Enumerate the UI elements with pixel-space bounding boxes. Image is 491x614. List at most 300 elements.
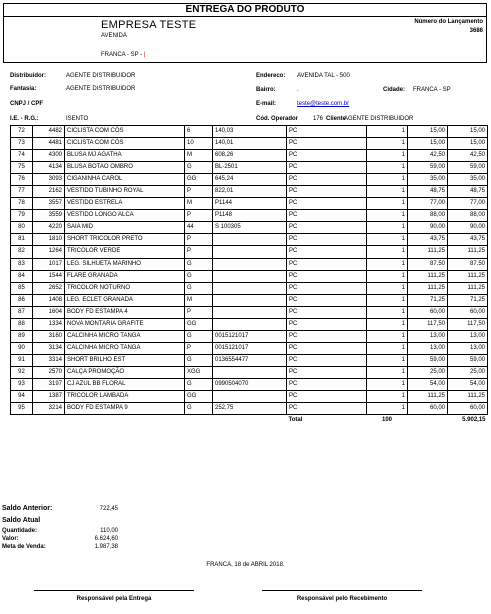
item-description: SHORT BRILHO EST: [65, 354, 185, 366]
item-unit-price: 111,25: [408, 246, 448, 258]
item-unit: PC: [287, 366, 367, 378]
item-qty: 1: [367, 186, 408, 198]
item-description: CALCINHA MICRO TANGA: [65, 342, 185, 354]
item-unit: PC: [287, 126, 367, 138]
cidade-row: [383, 87, 405, 93]
item-code: 1810: [33, 234, 65, 246]
item-seq: 76: [11, 174, 33, 186]
item-code: 3214: [33, 403, 65, 415]
item-code: 3093: [33, 174, 65, 186]
item-code: 4220: [33, 222, 65, 234]
item-code: 3557: [33, 198, 65, 210]
item-unit: PC: [287, 222, 367, 234]
item-size: G: [185, 162, 213, 174]
endereco-value: AVENIDA TAL - 500: [297, 73, 350, 79]
operador-label: Cód. Operador: [256, 116, 299, 122]
signature-line-recebimento: [262, 590, 422, 591]
item-unit: PC: [287, 391, 367, 403]
item-description: TRICOLOR VERDE: [65, 246, 185, 258]
company-address: AVENIDA: [101, 33, 127, 39]
total-label: Total: [288, 417, 303, 424]
item-seq: 78: [11, 198, 33, 210]
cliente-label: Cliente: [326, 116, 347, 122]
table-row: [11, 210, 488, 222]
item-qty: 1: [367, 282, 408, 294]
table-row: [11, 222, 488, 234]
item-description: SAIA MID: [65, 222, 185, 234]
launch-number-label: Número do Lançamento: [414, 19, 483, 25]
item-unit-price: 111,25: [408, 391, 448, 403]
date-line: FRANCA, 18 de ABRIL 2018.: [206, 562, 285, 568]
item-qty: 1: [367, 366, 408, 378]
item-qty: 1: [367, 138, 408, 150]
item-total: 77,00: [448, 198, 488, 210]
table-row: [11, 391, 488, 403]
item-total: 111,25: [448, 246, 488, 258]
item-description: VESTIDO LONGO ALCA: [65, 210, 185, 222]
table-row: [11, 138, 488, 150]
item-qty: 1: [367, 294, 408, 306]
item-unit: PC: [287, 162, 367, 174]
signature-line-entrega: [34, 590, 194, 591]
item-total: 111,25: [448, 391, 488, 403]
distribuidor-row: [10, 73, 46, 79]
bairro-row: [256, 87, 276, 93]
item-size: 10: [185, 138, 213, 150]
table-row: [11, 403, 488, 415]
item-unit-price: 59,00: [408, 354, 448, 366]
company-city: [101, 52, 145, 58]
item-unit: PC: [287, 294, 367, 306]
item-reference: P1144: [213, 198, 287, 210]
item-reference: [213, 270, 287, 282]
meta-label: Meta de Venda:: [2, 544, 46, 550]
item-unit: PC: [287, 138, 367, 150]
bairro-value: .: [297, 87, 299, 93]
item-seq: 73: [11, 138, 33, 150]
item-unit-price: 13,00: [408, 330, 448, 342]
endereco-row: [256, 73, 285, 79]
item-description: LEG. ECLET GRANADA: [65, 294, 185, 306]
item-seq: 95: [11, 403, 33, 415]
item-unit-price: 35,00: [408, 174, 448, 186]
item-code: 4134: [33, 162, 65, 174]
quantidade-value: 110,00: [100, 528, 118, 534]
item-reference: [213, 282, 287, 294]
table-row: [11, 342, 488, 354]
item-seq: 72: [11, 126, 33, 138]
item-size: P: [185, 246, 213, 258]
valor-label: Valor:: [2, 536, 19, 542]
item-seq: 93: [11, 378, 33, 390]
item-description: NOVA MONTARIA GRAFITE: [65, 318, 185, 330]
item-total: 117,50: [448, 318, 488, 330]
item-reference: 140,03: [213, 126, 287, 138]
item-reference: 0136554477: [213, 354, 287, 366]
fantasia-row: [10, 86, 36, 92]
item-unit: PC: [287, 186, 367, 198]
cnpj-label: CNPJ / CPF: [10, 101, 44, 107]
item-reference: BL-2501: [213, 162, 287, 174]
item-code: 1334: [33, 318, 65, 330]
item-code: 1544: [33, 270, 65, 282]
item-size: P: [185, 186, 213, 198]
item-size: G: [185, 403, 213, 415]
item-reference: P1148: [213, 210, 287, 222]
item-reference: [213, 391, 287, 403]
table-row: [11, 258, 488, 270]
item-seq: 75: [11, 162, 33, 174]
item-code: 4482: [33, 126, 65, 138]
saldo-anterior-label: Saldo Anterior:: [2, 505, 53, 512]
table-row: [11, 282, 488, 294]
email-link[interactable]: teste@teste.com.br: [297, 101, 350, 107]
bairro-label: Bairro:: [256, 87, 276, 93]
signature-entrega-label: Responsável pela Entrega: [76, 596, 152, 602]
table-row: [11, 234, 488, 246]
item-total: 87,50: [448, 258, 488, 270]
email-label: E-mail:: [256, 101, 277, 107]
item-seq: 90: [11, 342, 33, 354]
item-unit-price: 48,75: [408, 186, 448, 198]
table-row: [11, 330, 488, 342]
item-unit-price: 111,25: [408, 270, 448, 282]
item-qty: 1: [367, 174, 408, 186]
item-qty: 1: [367, 403, 408, 415]
item-unit: PC: [287, 342, 367, 354]
item-unit: PC: [287, 210, 367, 222]
signature-recebimento-label: Responsável pelo Recebimento: [296, 596, 388, 602]
item-qty: 1: [367, 270, 408, 282]
item-code: 3197: [33, 378, 65, 390]
item-qty: 1: [367, 354, 408, 366]
item-total: 43,75: [448, 234, 488, 246]
item-qty: 1: [367, 210, 408, 222]
item-reference: 140,01: [213, 138, 287, 150]
item-unit-price: 71,25: [408, 294, 448, 306]
item-code: 1264: [33, 246, 65, 258]
quantidade-label: Quantidade:: [2, 528, 38, 534]
item-unit-price: 15,00: [408, 138, 448, 150]
item-seq: 92: [11, 366, 33, 378]
item-description: BODY FD ESTAMPA 4: [65, 306, 185, 318]
company-name: EMPRESA TESTE: [101, 19, 197, 31]
table-row: [11, 306, 488, 318]
item-size: G: [185, 378, 213, 390]
item-qty: 1: [367, 391, 408, 403]
item-total: 90,00: [448, 222, 488, 234]
cnpj-row: [10, 101, 43, 107]
item-description: TRICOLOR LAMBADA: [65, 391, 185, 403]
item-qty: 1: [367, 246, 408, 258]
item-qty: 1: [367, 330, 408, 342]
item-total: 42,50: [448, 150, 488, 162]
item-description: CICLISTA COM CÓS: [65, 138, 185, 150]
item-unit-price: 43,75: [408, 234, 448, 246]
item-qty: 1: [367, 162, 408, 174]
item-total: 59,00: [448, 162, 488, 174]
items-table-body: [11, 126, 488, 427]
item-unit: PC: [287, 330, 367, 342]
item-total: 48,75: [448, 186, 488, 198]
item-unit: PC: [287, 306, 367, 318]
item-description: CALCINHA MICRO TANGA: [65, 330, 185, 342]
table-row: [11, 162, 488, 174]
item-size: G: [185, 330, 213, 342]
item-reference: S 100305: [213, 222, 287, 234]
item-unit: PC: [287, 354, 367, 366]
item-unit: PC: [287, 174, 367, 186]
item-reference: [213, 258, 287, 270]
city-separator: |: [143, 52, 146, 58]
item-reference: 252,75: [213, 403, 287, 415]
item-seq: 94: [11, 391, 33, 403]
item-total: 54,00: [448, 378, 488, 390]
item-size: G: [185, 354, 213, 366]
item-reference: [213, 366, 287, 378]
item-code: 2570: [33, 366, 65, 378]
item-code: 1604: [33, 306, 65, 318]
item-qty: 1: [367, 222, 408, 234]
item-seq: 82: [11, 246, 33, 258]
item-total: 60,00: [448, 403, 488, 415]
cliente-value: AGENTE DISTRIBUIDOR: [344, 116, 414, 122]
table-row: [11, 270, 488, 282]
item-code: 1017: [33, 258, 65, 270]
operador-row: [256, 116, 298, 122]
email-row: [256, 101, 276, 107]
item-code: 3314: [33, 354, 65, 366]
ie-row: [10, 116, 39, 122]
item-code: 3134: [33, 342, 65, 354]
item-code: 1408: [33, 294, 65, 306]
items-table: [10, 125, 488, 427]
ie-label: I.E. - R.G.:: [10, 116, 39, 122]
item-size: G: [185, 258, 213, 270]
item-seq: 87: [11, 306, 33, 318]
saldo-atual-label: Saldo Atual: [2, 517, 41, 524]
item-qty: 1: [367, 258, 408, 270]
item-unit-price: 117,50: [408, 318, 448, 330]
item-total: 15,00: [448, 126, 488, 138]
item-code: 4300: [33, 150, 65, 162]
item-description: FLARE GRANADA: [65, 270, 185, 282]
saldo-anterior-value: 722,45: [99, 506, 118, 512]
distribuidor-value: AGENTE DISTRIBUIDOR: [66, 73, 136, 79]
table-row: [11, 294, 488, 306]
item-description: LEG. SILHUETA MARINHO: [65, 258, 185, 270]
item-size: P: [185, 342, 213, 354]
item-unit: PC: [287, 403, 367, 415]
item-total: 59,00: [448, 354, 488, 366]
item-description: TRICOLOR NOTURNO: [65, 282, 185, 294]
item-size: 44: [185, 222, 213, 234]
item-unit: PC: [287, 150, 367, 162]
item-reference: 822,01: [213, 186, 287, 198]
item-code: 3559: [33, 210, 65, 222]
item-size: XGG: [185, 366, 213, 378]
item-unit-price: 59,00: [408, 162, 448, 174]
item-seq: 79: [11, 210, 33, 222]
document-title: ENTREGA DO PRODUTO: [3, 3, 487, 17]
item-description: BLUSA MJ AGATHA: [65, 150, 185, 162]
item-qty: 1: [367, 306, 408, 318]
endereco-label: Endereco:: [256, 73, 286, 79]
item-qty: 1: [367, 318, 408, 330]
item-size: G: [185, 282, 213, 294]
item-reference: 0015121017: [213, 330, 287, 342]
item-reference: 0015121017: [213, 342, 287, 354]
item-description: VESTIDO ESTRELA: [65, 198, 185, 210]
item-unit-price: 87,50: [408, 258, 448, 270]
table-row: [11, 150, 488, 162]
item-unit-price: 90,00: [408, 222, 448, 234]
meta-value: 1.987,38: [94, 544, 118, 550]
table-row: [11, 366, 488, 378]
table-row: [11, 186, 488, 198]
table-row: [11, 174, 488, 186]
item-qty: 1: [367, 126, 408, 138]
item-unit: PC: [287, 282, 367, 294]
item-seq: 84: [11, 270, 33, 282]
table-row: [11, 378, 488, 390]
launch-number: 3686: [469, 28, 483, 34]
item-qty: 1: [367, 150, 408, 162]
item-seq: 80: [11, 222, 33, 234]
item-unit-price: 15,00: [408, 126, 448, 138]
cidade-value: FRANCA - SP: [413, 87, 451, 93]
item-seq: 83: [11, 258, 33, 270]
item-size: GG: [185, 391, 213, 403]
item-unit: PC: [287, 270, 367, 282]
item-size: 6: [185, 126, 213, 138]
item-total: 13,00: [448, 330, 488, 342]
total-qty: 100: [381, 417, 392, 424]
item-description: CICLISTA COM CÓS: [65, 126, 185, 138]
item-seq: 85: [11, 282, 33, 294]
fantasia-value: AGENTE DISTRIBUIDOR: [66, 86, 136, 92]
total-row: [11, 415, 488, 427]
item-seq: 91: [11, 354, 33, 366]
table-row: [11, 354, 488, 366]
item-reference: [213, 234, 287, 246]
company-header: [3, 17, 487, 63]
item-description: CALÇA PROMOÇÃO: [65, 366, 185, 378]
total-spacer: [11, 415, 287, 427]
item-total: 35,00: [448, 174, 488, 186]
item-description: SHORT TRICOLOR PRETO: [65, 234, 185, 246]
valor-value: 6.624,60: [94, 536, 118, 542]
distribuidor-label: Distribuidor:: [10, 73, 46, 79]
item-unit-price: 25,00: [408, 366, 448, 378]
item-reference: 645,24: [213, 174, 287, 186]
item-code: 2162: [33, 186, 65, 198]
item-unit: PC: [287, 246, 367, 258]
item-reference: [213, 294, 287, 306]
item-size: M: [185, 198, 213, 210]
item-code: 4481: [33, 138, 65, 150]
item-code: 2652: [33, 282, 65, 294]
item-size: P: [185, 306, 213, 318]
item-seq: 81: [11, 234, 33, 246]
item-reference: [213, 246, 287, 258]
item-seq: 86: [11, 294, 33, 306]
item-size: G: [185, 270, 213, 282]
item-total: 88,00: [448, 210, 488, 222]
item-qty: 1: [367, 234, 408, 246]
item-unit: PC: [287, 234, 367, 246]
item-unit: PC: [287, 258, 367, 270]
item-description: BODY FD ESTAMPA 9: [65, 403, 185, 415]
total-spacer-2: [408, 415, 448, 427]
item-total: 15,00: [448, 138, 488, 150]
item-description: VESTIDO TUBINHO ROYAL: [65, 186, 185, 198]
item-unit-price: 54,00: [408, 378, 448, 390]
ie-value: ISENTO: [66, 116, 89, 122]
item-qty: 1: [367, 342, 408, 354]
item-total: 60,00: [448, 306, 488, 318]
item-unit: PC: [287, 378, 367, 390]
item-unit-price: 42,50: [408, 150, 448, 162]
item-size: GG: [185, 174, 213, 186]
fantasia-label: Fantasia:: [10, 86, 37, 92]
item-reference: [213, 318, 287, 330]
item-seq: 74: [11, 150, 33, 162]
item-unit-price: 88,00: [408, 210, 448, 222]
item-unit-price: 60,00: [408, 306, 448, 318]
item-description: BLUSA BOTAO OMBRO: [65, 162, 185, 174]
item-size: P: [185, 210, 213, 222]
item-unit-price: 111,25: [408, 282, 448, 294]
item-reference: 0990504070: [213, 378, 287, 390]
item-seq: 77: [11, 186, 33, 198]
item-description: CIGANINHA CAROL: [65, 174, 185, 186]
item-qty: 1: [367, 198, 408, 210]
item-seq: 89: [11, 330, 33, 342]
item-size: M: [185, 150, 213, 162]
item-qty: 1: [367, 378, 408, 390]
item-description: CJ AZUL BB FLORAL: [65, 378, 185, 390]
cliente-row: [326, 116, 346, 122]
item-size: M: [185, 294, 213, 306]
item-total: 25,00: [448, 366, 488, 378]
total-value: 5.902,15: [462, 417, 486, 424]
item-unit-price: 77,00: [408, 198, 448, 210]
item-unit-price: 13,00: [408, 342, 448, 354]
table-row: [11, 246, 488, 258]
item-code: 1387: [33, 391, 65, 403]
item-unit: PC: [287, 318, 367, 330]
item-size: GG: [185, 318, 213, 330]
item-reference: 608,26: [213, 150, 287, 162]
item-unit: PC: [287, 198, 367, 210]
item-total: 111,25: [448, 282, 488, 294]
table-row: [11, 318, 488, 330]
item-reference: [213, 306, 287, 318]
item-unit-price: 60,00: [408, 403, 448, 415]
cidade-label: Cidade:: [383, 87, 406, 93]
item-size: P: [185, 234, 213, 246]
item-total: 13,00: [448, 342, 488, 354]
company-city-text: FRANCA - SP -: [101, 52, 143, 58]
operador-value: 176: [313, 116, 324, 122]
item-total: 111,25: [448, 270, 488, 282]
table-row: [11, 198, 488, 210]
item-code: 3160: [33, 330, 65, 342]
item-seq: 88: [11, 318, 33, 330]
item-total: 71,25: [448, 294, 488, 306]
table-row: [11, 126, 488, 138]
